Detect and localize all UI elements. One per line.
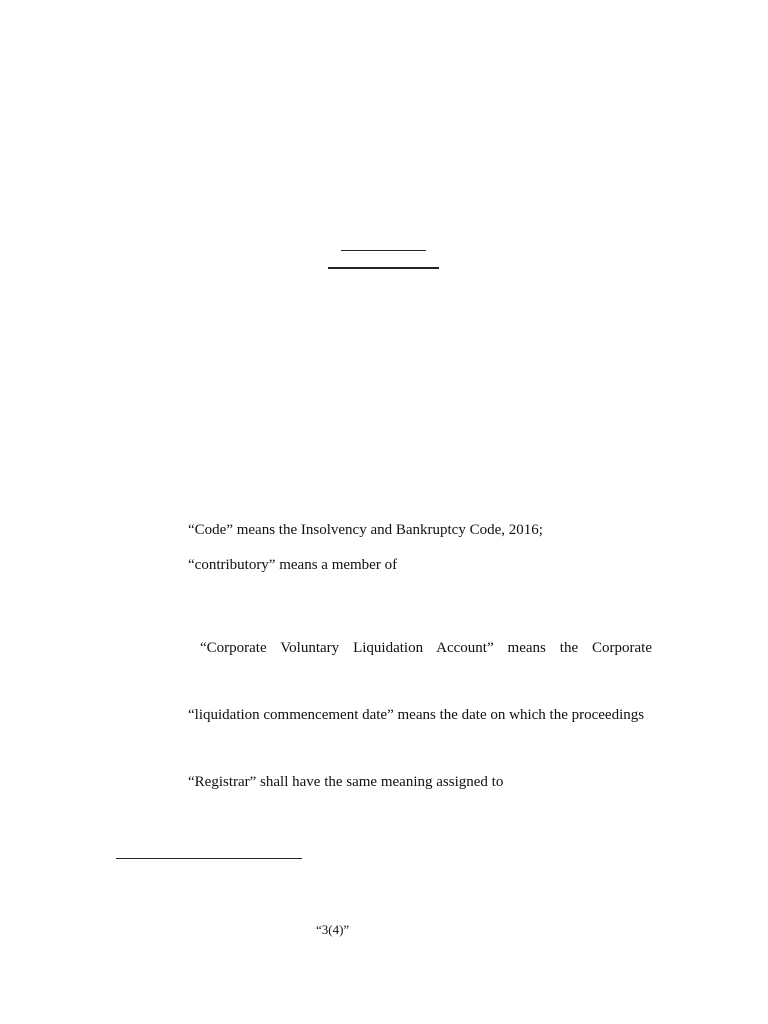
definition-contributory: “contributory” means a member of bbox=[188, 557, 398, 573]
title-underline-short bbox=[341, 250, 426, 251]
footnote-separator bbox=[116, 858, 302, 859]
definition-corporate-voluntary-liquidation-account: “Corporate Voluntary Liquidation Account” means the Corporate bbox=[200, 640, 652, 656]
definition-code: “Code” means the Insolvency and Bankruptcy Code, 2016; bbox=[188, 522, 543, 538]
definition-registrar: “Registrar” shall have the same meaning assigned to bbox=[188, 774, 504, 790]
title-underline-long bbox=[328, 267, 439, 269]
definition-liquidation-commencement-date: “liquidation commencement date” means the date on which the proceedings bbox=[188, 707, 645, 723]
footnote-text: “3(4)” bbox=[316, 922, 350, 937]
